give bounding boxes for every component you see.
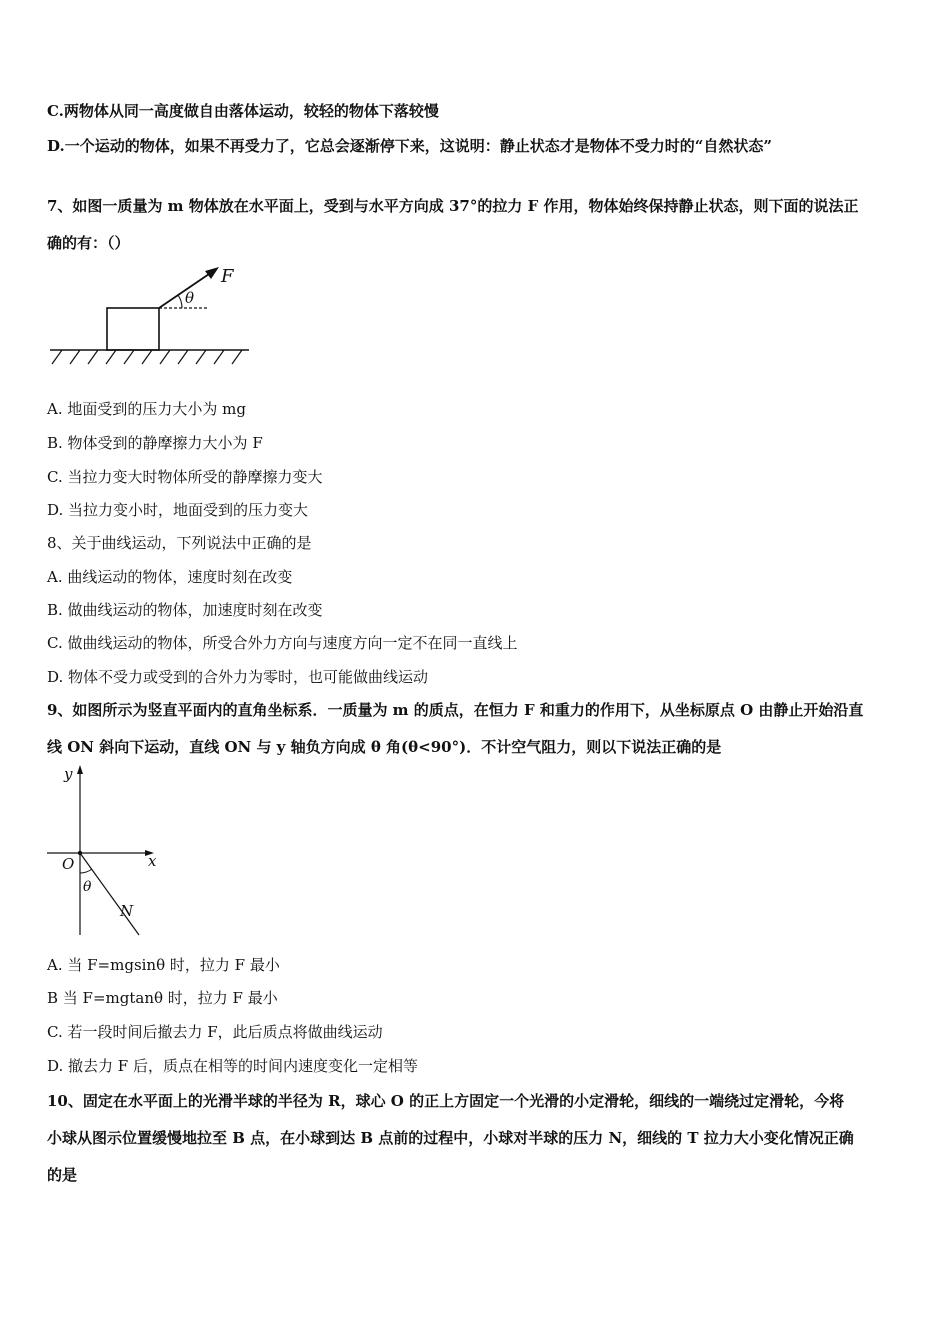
n-label: N — [120, 902, 134, 920]
block — [107, 308, 159, 350]
q8-option-c: C. 做曲线运动的物体，所受合外力方向与速度方向一定不在同一直线上 — [47, 634, 518, 652]
q9-stem-line2: 线 ON 斜向下运动，直线 ON 与 y 轴负方向成 θ 角(θ<90°)．不计空气阻力，则以下说法正确的是 — [47, 738, 722, 756]
angle-label: θ — [185, 289, 195, 307]
q7-option-a: A. 地面受到的压力大小为 mg — [47, 400, 246, 418]
q10-stem-line1: 10、固定在水平面上的光滑半球的半径为 R，球心 O 的正上方固定一个光滑的小定滑轮，细线的一端绕过定滑轮，今将 — [47, 1092, 845, 1110]
q8-option-d: D. 物体不受力或受到的合外力为零时，也可能做曲线运动 — [47, 668, 429, 686]
origin-point — [78, 851, 82, 855]
ground-hatching — [52, 350, 242, 364]
y-axis-label: y — [64, 765, 73, 783]
q7-option-b: B. 物体受到的静摩擦力大小为 F — [47, 434, 263, 452]
q7-stem-line2: 确的有：（） — [47, 234, 130, 252]
q9-option-a: A. 当 F=mgsinθ 时，拉力 F 最小 — [47, 956, 280, 974]
q7-stem-line1: 7、如图一质量为 m 物体放在水平面上，受到与水平方向成 37°的拉力 F 作用，物体始终保持静止状态，则下面的说法正 — [47, 197, 859, 215]
angle-arc — [178, 295, 182, 308]
q9-stem-line1: 9、如图所示为竖直平面内的直角坐标系．一质量为 m 的质点，在恒力 F 和重力的作用下，从坐标原点 O 由静止开始沿直 — [47, 701, 864, 719]
q6-option-d: D.一个运动的物体，如果不再受力了，它总会逐渐停下来，这说明：静止状态才是物体不受力时的“自然状态” — [47, 137, 772, 155]
q10-stem-line2: 小球从图示位置缓慢地拉至 B 点，在小球到达 B 点前的过程中，小球对半球的压力 N，细线的 T 拉力大小变化情况正确 — [47, 1129, 854, 1147]
origin-label: O — [62, 855, 75, 873]
theta-arc — [80, 869, 92, 873]
q9-option-b: B 当 F=mgtanθ 时，拉力 F 最小 — [47, 989, 278, 1007]
q8-option-b: B. 做曲线运动的物体，加速度时刻在改变 — [47, 601, 323, 619]
q8-option-a: A. 曲线运动的物体，速度时刻在改变 — [47, 568, 293, 586]
x-axis-label: x — [148, 852, 157, 870]
q10-stem-line3: 的是 — [47, 1166, 78, 1184]
q9-option-c: C. 若一段时间后撤去力 F，此后质点将做曲线运动 — [47, 1023, 383, 1041]
q7-option-c: C. 当拉力变大时物体所受的静摩擦力变大 — [47, 468, 323, 486]
force-label: F — [221, 266, 234, 287]
q9-option-d: D. 撤去力 F 后，质点在相等的时间内速度变化一定相等 — [47, 1057, 418, 1075]
q6-option-c: C.两物体从同一高度做自由落体运动，较轻的物体下落较慢 — [47, 102, 439, 120]
y-axis-arrowhead — [77, 765, 83, 774]
q8-stem: 8、关于曲线运动，下列说法中正确的是 — [47, 534, 312, 552]
q7-option-d: D. 当拉力变小时，地面受到的压力变大 — [47, 501, 309, 519]
force-arrowhead — [205, 267, 219, 279]
theta-label: θ — [83, 879, 92, 895]
